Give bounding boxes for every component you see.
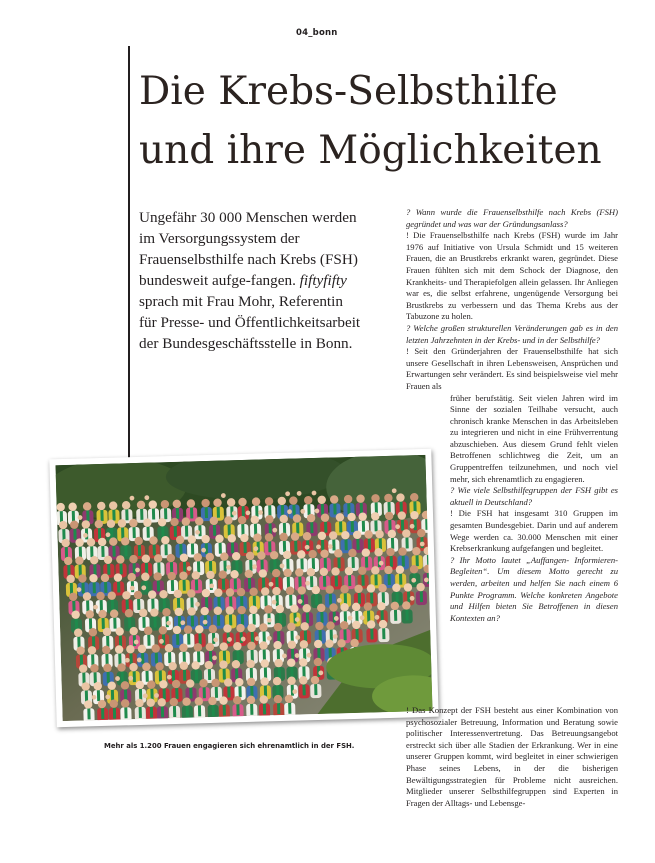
question-3: ? Wie viele Selbsthilfegruppen der FSH gibt es aktuell in Deutschland? (450, 485, 618, 507)
question-1: ? Wann wurde die Frauenselbsthilfe nach Krebs (FSH) gegründet und was war der Gründungsanlass? (406, 207, 618, 229)
question-4: ? Ihr Motto lautet „Auffangen- Informieren- Begleiten“. Um diesem Motto gerecht zu werden, arbeiten und helfen Sie nach einem 6 Punkte Programm. Welche konkreten Angebote und Hilfen bieten Sie Betroffenen in diesen Kontexten an? (450, 554, 618, 623)
vertical-rule (128, 46, 130, 460)
answer-4: ! Das Konzept der FSH besteht aus einer Kombination von psychosozialer Betreuung, Information und Beratung sowie politischer Interessenvertretung. Das Betreuungsangebot erstreckt sich über alle Stadien der Erkrankung. Wer in eine unserer Gruppen kommt, wird begleitet in einer schwierigen Phase seines Lebens, in der die bisherigen Bewältigungsstrategien für Probleme nicht ausreichen. Mitglieder unserer Selbsthilfegruppen sind Experten in Fragen der Alltags- und Lebensge- (406, 705, 618, 808)
article-title (139, 62, 602, 180)
lead-text-after: sprach mit Frau Mohr, Referentin für Presse- und Öffentlichkeitsarbeit der Bundesgeschäftsstelle in Bonn. (139, 293, 361, 352)
lead-paragraph (139, 207, 364, 354)
group-photo-image (55, 455, 432, 721)
answer-2-rest: früher berufstätig. Seit vielen Jahren wird im Sinne der sozialen Teilhabe versucht, auch chronisch kranke Menschen in das Arbeitsleben zu integrieren und nicht in eine Frühverrentung abzuschieben. Aus diesem Grund fehlt vielen Betroffenen schlichtweg die Zeit, um an Gruppentreffen teilzunehmen, und noch viel mehr, sich ehrenamtlich zu engagieren. (450, 392, 618, 484)
interview-column (406, 207, 618, 624)
answer-3: ! Die FSH hat insgesamt 310 Gruppen im gesamten Bundesgebiet. Darin und auf anderem Wege werden ca. 30.000 Menschen mit einer Krebserkrankung aufgefangen und begleitet. (450, 508, 618, 554)
answer-2-intro: ! Seit den Gründerjahren der Frauenselbsthilfe hat sich unsere Gesellschaft in ihren Lebensweisen, Ansprüchen und Erwartungen sehr verändert. Es sind beispielsweise viel mehr Frauen als (406, 346, 618, 391)
group-photo (49, 449, 438, 728)
title-line-1: Die Krebs-Selbsthilfe (139, 69, 558, 114)
question-2: ? Welche großen strukturellen Veränderungen gab es in den letzten Jahrzehnten in der Krebs- und in der Selbsthilfe? (406, 322, 618, 345)
magazine-name: fiftyfifty (299, 272, 347, 289)
photo-caption: Mehr als 1.200 Frauen engagieren sich ehrenamtlich in der FSH. (104, 742, 355, 750)
title-line-2: und ihre Möglichkeiten (139, 128, 602, 173)
lead-text-before: Ungefähr 30 000 Menschen werden im Versorgungssystem der Frauenselbsthilfe nach Krebs (FSH) bundesweit aufge-fangen. (139, 209, 358, 289)
page-number-tag: 04_bonn (296, 28, 338, 38)
answer-1: ! Die Frauenselbsthilfe nach Krebs (FSH) wurde im Jahr 1976 auf Initiative von Ursula Schmidt und 15 weiteren Frauen, die an Brustkrebs erkrankt waren, gegründet. Diese Frauen fühlten sich mit dem Schock der Diagnose, den Krankheits- und Therapiefolgen allein gelassen. Ihr Anliegen war es, die selbst erfahrene, ungenügende Versorgung bei Brustkrebs zu verbessern und das Thema Krebs aus der Tabuzone zu holen. (406, 230, 618, 322)
